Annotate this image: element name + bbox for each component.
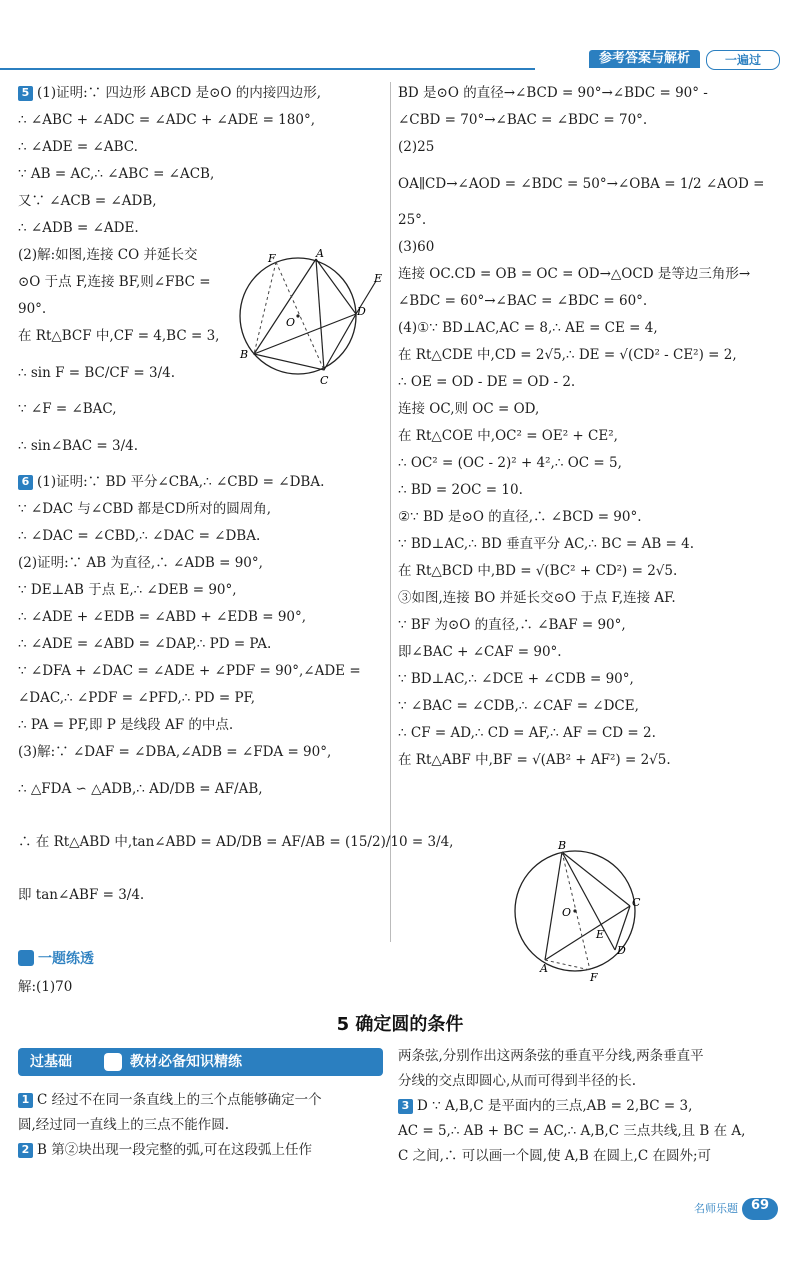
text-line [18, 1113, 383, 1138]
label-e-right: E [596, 928, 605, 941]
line-text: 在 Rt△COE 中,OC² = OE² + CE², [398, 428, 618, 444]
label-a-right: A [540, 962, 548, 975]
label-o: O [286, 316, 296, 329]
text-line [18, 631, 383, 658]
line-text: (4)①∵ BD⊥AC,AC = 8,∴ AE = CE = 4, [398, 320, 658, 336]
line-text: (2)25 [398, 139, 435, 155]
text-line [18, 161, 383, 188]
line-text: 在 Rt△CDE 中,CD = 2√5,∴ DE = √(CD² - CE²) = 2, [398, 347, 737, 363]
line-text: ∴ OC² = (OC - 2)² + 4²,∴ OC = 5, [398, 455, 622, 471]
text-line [398, 107, 783, 134]
line-text: ∴ ∠ADE + ∠EDB = ∠ABD + ∠EDB = 90°, [18, 609, 307, 625]
text-line [398, 315, 783, 342]
line-text: C 之间,∴ 可以画一个圆,使 A,B 在圆上,C 在圆外;可 [398, 1148, 711, 1164]
question-number-badge: 3 [398, 1099, 413, 1114]
line-text: ∵ BF 为⊙O 的直径,∴ ∠BAF = 90°, [398, 617, 626, 633]
text-line [18, 215, 383, 242]
text-line [398, 477, 783, 504]
text-line [398, 369, 783, 396]
line-text: AC = 5,∴ AB + BC = AC,∴ A,B,C 三点共线,且 B 在 A, [398, 1123, 746, 1139]
line-text: 分线的交点即圆心,从而可得到半径的长. [398, 1073, 637, 1089]
line-text: OA∥CD→∠AOD = ∠BDC = 50°→∠OBA = 1/2 ∠AOD = [398, 176, 765, 192]
line-text: ∴ sin∠BAC = 3/4. [18, 438, 139, 454]
center-o [296, 314, 299, 317]
text-line [18, 396, 383, 423]
text-line [398, 639, 783, 666]
label-b-right: B [558, 839, 567, 852]
line-text: 90°. [18, 301, 47, 317]
line-text: 连接 OC,则 OC = OD, [398, 401, 540, 417]
line-text: ∴ ∠ADE = ∠ABD = ∠DAP,∴ PD = PA. [18, 636, 272, 652]
text-line [398, 558, 783, 585]
text-line [398, 342, 783, 369]
text-line [18, 712, 383, 739]
basics-bar [18, 1048, 383, 1076]
header-rule [0, 68, 535, 70]
text-line [398, 1044, 783, 1069]
label-f-right: F [590, 971, 598, 983]
line-text: ∴ OE = OD - DE = OD - 2. [398, 374, 576, 390]
line-text: ∵ BD⊥AC,∴ BD 垂直平分 AC,∴ BC = AB = 4. [398, 536, 695, 552]
question-number-badge: 1 [18, 1093, 33, 1108]
label-b: B [240, 348, 249, 361]
line-text: ∴ CF = AD,∴ CD = AF,∴ AF = CD = 2. [398, 725, 656, 741]
line-text: ∵ ∠F = ∠BAC, [18, 401, 117, 417]
line-text: 在 Rt△BCD 中,BD = √(BC² + CD²) = 2√5. [398, 563, 678, 579]
center-o-right [573, 909, 576, 912]
line-text: 即∠BAC + ∠CAF = 90°. [398, 644, 562, 660]
line-text: ∠CBD = 70°→∠BAC = ∠BDC = 70°. [398, 112, 648, 128]
text-line [398, 261, 783, 288]
line-text: ∴ ∠ADB = ∠ADE. [18, 220, 139, 236]
practice-label: 一题练透 [38, 951, 94, 967]
line-text: (2)解:如图,连接 CO 并延长交 [18, 247, 198, 263]
practice-answer: 解:(1)70 [18, 979, 73, 995]
line-text: ∵ ∠BAC = ∠CDB,∴ ∠CAF = ∠DCE, [398, 698, 639, 714]
text-line [18, 872, 383, 918]
text-line [398, 1094, 783, 1119]
text-line [18, 80, 383, 107]
line-text: BD 是⊙O 的直径→∠BCD = 90°→∠BDC = 90° - [398, 85, 708, 101]
text-line [398, 585, 783, 612]
text-line [398, 80, 783, 107]
line-text: ②∵ BD 是⊙O 的直径,∴ ∠BCD = 90°. [398, 509, 642, 525]
line-text: ∴ BD = 2OC = 10. [398, 482, 523, 498]
line-text: ∵ AB = AC,∴ ∠ABC = ∠ACB, [18, 166, 215, 182]
text-line [398, 288, 783, 315]
line-text: 圆,经过同一直线上的三点不能作圆. [18, 1117, 230, 1133]
line-text: ∵ DE⊥AB 于点 E,∴ ∠DEB = 90°, [18, 582, 237, 598]
text-line [18, 496, 383, 523]
column-divider [390, 82, 391, 942]
line-text: 在 Rt△BCF 中,CF = 4,BC = 3, [18, 328, 220, 344]
text-line [398, 747, 783, 774]
text-line [18, 577, 383, 604]
text-line [398, 504, 783, 531]
text-line [18, 423, 383, 469]
line-text: ∴ △FDA ∽ △ADB,∴ AD/DB = AF/AB, [18, 781, 263, 797]
line-text: (3)解:∵ ∠DAF = ∠DBA,∠ADB = ∠FDA = 90°, [18, 744, 332, 760]
practice-tag [18, 948, 94, 970]
text-line [18, 685, 383, 712]
label-d: D [357, 305, 366, 318]
label-f: F [268, 252, 276, 265]
text-line [398, 693, 783, 720]
label-c-right: C [632, 896, 641, 909]
text-line [398, 207, 783, 234]
text-line [18, 550, 383, 577]
label-a: A [316, 247, 324, 260]
line-text: C 经过不在同一条直线上的三个点能够确定一个 [37, 1092, 322, 1108]
text-line [398, 612, 783, 639]
line-text: 在 Rt△ABF 中,BF = √(AB² + AF²) = 2√5. [398, 752, 671, 768]
text-line [398, 134, 783, 161]
diagonal-bd [254, 314, 356, 354]
segment-bc [562, 852, 630, 906]
text-line [18, 658, 383, 685]
basics-subtitle: 教材必备知识精练 [130, 1054, 242, 1070]
line-text: 又∵ ∠ACB = ∠ADB, [18, 193, 157, 209]
label-d-right: D [617, 944, 626, 957]
text-line [398, 720, 783, 747]
text-line [398, 666, 783, 693]
line-text: ③如图,连接 BO 并延长交⊙O 于点 F,连接 AF. [398, 590, 676, 606]
line-text: ∴ ∠DAC = ∠CBD,∴ ∠DAC = ∠DBA. [18, 528, 261, 544]
footer-brand: 名师乐题 [694, 1202, 738, 1215]
text-line [398, 161, 783, 207]
bottom-right-column [398, 1044, 783, 1169]
question-number-badge: 5 [18, 86, 33, 101]
question-number-badge: 6 [18, 475, 33, 490]
header-brand: 一遍过 [706, 50, 780, 70]
line-text: 两条弦,分别作出这两条弦的垂直平分线,两条垂直平 [398, 1048, 704, 1064]
segment-af [545, 960, 590, 970]
text-line [18, 739, 383, 766]
line-text: ∴ ∠ABC + ∠ADC = ∠ADC + ∠ADE = 180°, [18, 112, 315, 128]
text-line [398, 1144, 783, 1169]
page-number: 69 [742, 1198, 778, 1220]
question-number-badge: 2 [18, 1143, 33, 1158]
text-line [18, 523, 383, 550]
book-icon [104, 1053, 122, 1071]
line-text: 连接 OC.CD = OB = OC = OD→△OCD 是等边三角形→ [398, 266, 751, 282]
line-text: 25°. [398, 212, 427, 228]
line-text: ∵ BD⊥AC,∴ ∠DCE + ∠CDB = 90°, [398, 671, 634, 687]
text-line [398, 396, 783, 423]
line-text: ∵ ∠DFA + ∠DAC = ∠ADE + ∠PDF = 90°,∠ADE = [18, 663, 361, 679]
text-line [18, 107, 383, 134]
right-column [398, 80, 783, 774]
text-line [18, 469, 383, 496]
line-bf [254, 262, 276, 354]
text-line [398, 531, 783, 558]
line-text: ∵ ∠DAC 与∠CBD 都是CD所对的圆周角, [18, 501, 272, 517]
page-header [0, 48, 800, 70]
practice-icon [18, 950, 34, 966]
text-line [398, 450, 783, 477]
line-text: (3)60 [398, 239, 435, 255]
line-text: ∠BDC = 60°→∠BAC = ∠BDC = 60°. [398, 293, 648, 309]
text-line [18, 134, 383, 161]
figure-circle-bcda [510, 838, 650, 983]
header-title: 参考答案与解析 [589, 50, 700, 68]
line-text: ∴ ∠ADE = ∠ABC. [18, 139, 138, 155]
basics-label: 过基础 [30, 1054, 72, 1070]
line-text: (1)证明:∵ BD 平分∠CBA,∴ ∠CBD = ∠DBA. [37, 474, 325, 490]
text-line [18, 604, 383, 631]
label-c: C [320, 374, 329, 387]
line-text: ∠DAC,∴ ∠PDF = ∠PFD,∴ PD = PF, [18, 690, 256, 706]
section-title: 5 确定圆的条件 [336, 1014, 464, 1035]
text-line [18, 1088, 383, 1113]
text-line [398, 1069, 783, 1094]
line-text: 即 tan∠ABF = 3/4. [18, 887, 145, 903]
line-text: (2)证明:∵ AB 为直径,∴ ∠ADB = 90°, [18, 555, 263, 571]
segment-ba [545, 852, 562, 960]
line-text: ∴ sin F = BC/CF = 3/4. [18, 365, 176, 381]
label-o-right: O [562, 906, 572, 919]
text-line [398, 423, 783, 450]
line-text: ⊙O 于点 F,连接 BF,则∠FBC = [18, 274, 211, 290]
quadrilateral-abcd [254, 259, 356, 370]
text-line [398, 1119, 783, 1144]
text-line [18, 812, 454, 872]
text-line [18, 766, 383, 812]
text-line [18, 188, 383, 215]
text-line [18, 1138, 383, 1163]
figure-circle-abcd [236, 246, 386, 391]
line-text: (1)证明:∵ 四边形 ABCD 是⊙O 的内接四边形, [37, 85, 322, 101]
text-line [398, 234, 783, 261]
segment-bd [562, 852, 615, 950]
line-text: ∴ 在 Rt△ABD 中,tan∠ABD = AD/DB = AF/AB = (15/2)/10 = 3/4, [18, 834, 454, 850]
diagonal-ac [316, 259, 324, 370]
label-e: E [374, 272, 383, 285]
line-text: D ∵ A,B,C 是平面内的三点,AB = 2,BC = 3, [417, 1098, 693, 1114]
bottom-left-column [18, 1088, 383, 1163]
line-text: ∴ PA = PF,即 P 是线段 AF 的中点. [18, 717, 234, 733]
line-text: B 第②块出现一段完整的弧,可在这段弧上任作 [37, 1142, 313, 1158]
